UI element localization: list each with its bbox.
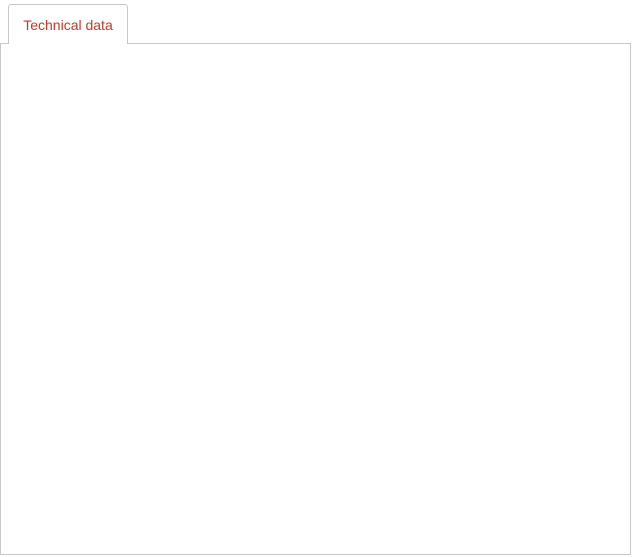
tab-technical-data[interactable] xyxy=(8,4,128,44)
tab-technical-data-label: Technical data xyxy=(23,16,113,33)
technical-data-panel xyxy=(0,43,631,555)
